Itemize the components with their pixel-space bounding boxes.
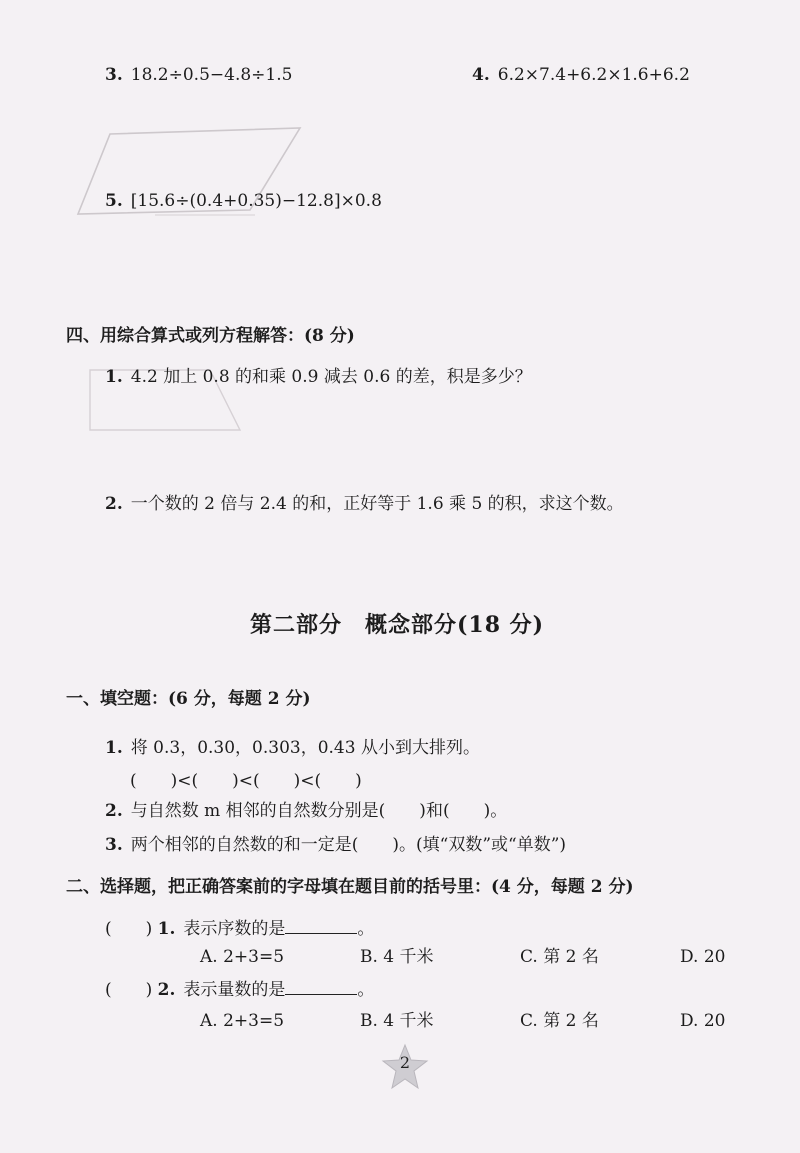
choice-q1-option-b: B. 4 千米 — [360, 947, 434, 967]
part2-title: 第二部分 概念部分(18 分) — [250, 612, 545, 638]
section4-q2 — [105, 493, 624, 515]
choice-q2-text: 表示量数的是 — [183, 980, 286, 1000]
section4-q1-text: 4.2 加上 0.8 的和乘 0.9 减去 0.6 的差，积是多少？ — [130, 367, 532, 387]
choice-q2-answer-bracket[interactable]: ( ) — [105, 980, 153, 1000]
choice-q1-option-a: A. 2+3=5 — [200, 947, 285, 967]
calc-q5-expression: [15.6÷(0.4+0.35)−12.8]×0.8 — [130, 191, 382, 211]
choice-q1-option-d: D. 20 — [680, 947, 726, 967]
choice-title: 二、选择题，把正确答案前的字母填在题目前的括号里：(4 分，每题 2 分) — [66, 877, 634, 897]
choice-q1-number: 1. — [157, 919, 176, 939]
choice-q2-option-a: A. 2+3=5 — [200, 1011, 285, 1031]
fill-q1-number: 1. — [105, 738, 123, 758]
fill-q1-text: 将 0.3，0.30，0.303，0.43 从小到大排列。 — [130, 738, 480, 758]
calc-q5-number: 5. — [105, 191, 123, 211]
fill-title: 一、填空题：(6 分，每题 2 分) — [66, 689, 311, 709]
calc-q4-expression: 6.2×7.4+6.2×1.6+6.2 — [497, 65, 690, 85]
page-number: 2 — [399, 1053, 411, 1072]
choice-q2 — [105, 978, 374, 1001]
choice-q2-option-b: B. 4 千米 — [360, 1011, 434, 1031]
fill-q2-text: 与自然数 m 相邻的自然数分别是( )和( )。 — [130, 801, 508, 821]
choice-q2-option-d: D. 20 — [680, 1011, 726, 1031]
choice-q1-end: 。 — [357, 919, 375, 939]
fill-q3-text: 两个相邻的自然数的和一定是( )。(填“双数”或“单数”) — [130, 835, 567, 855]
choice-q2-end: 。 — [357, 980, 375, 1000]
section4-q1-number: 1. — [105, 367, 123, 387]
calc-q4-number: 4. — [472, 65, 490, 85]
choice-q2-number: 2. — [157, 980, 176, 1000]
fill-q1-answer-line[interactable]: ( )<( )<( )<( ) — [130, 771, 362, 791]
calc-q3 — [105, 64, 292, 86]
choice-q1-option-c: C. 第 2 名 — [520, 947, 599, 967]
choice-q2-option-c: C. 第 2 名 — [520, 1011, 599, 1031]
calc-q3-expression: 18.2÷0.5−4.8÷1.5 — [130, 65, 293, 85]
section4-title: 四、用综合算式或列方程解答：(8 分) — [66, 326, 355, 346]
fill-q3-number: 3. — [105, 835, 123, 855]
choice-q1-text: 表示序数的是 — [183, 919, 286, 939]
choice-q2-blank[interactable] — [285, 978, 357, 995]
section4-q2-text: 一个数的 2 倍与 2.4 的和，正好等于 1.6 乘 5 的积，求这个数。 — [130, 494, 624, 514]
fill-q2 — [105, 800, 507, 822]
choice-q1-blank[interactable] — [285, 917, 357, 934]
section4-q2-number: 2. — [105, 494, 123, 514]
fill-q3 — [105, 834, 566, 856]
calc-q5 — [105, 190, 382, 212]
fill-q2-number: 2. — [105, 801, 123, 821]
fill-q1 — [105, 737, 480, 759]
section4-q1 — [105, 366, 532, 388]
choice-q1 — [105, 917, 374, 940]
calc-q4 — [472, 64, 690, 86]
choice-q1-answer-bracket[interactable]: ( ) — [105, 919, 153, 939]
calc-q3-number: 3. — [105, 65, 123, 85]
